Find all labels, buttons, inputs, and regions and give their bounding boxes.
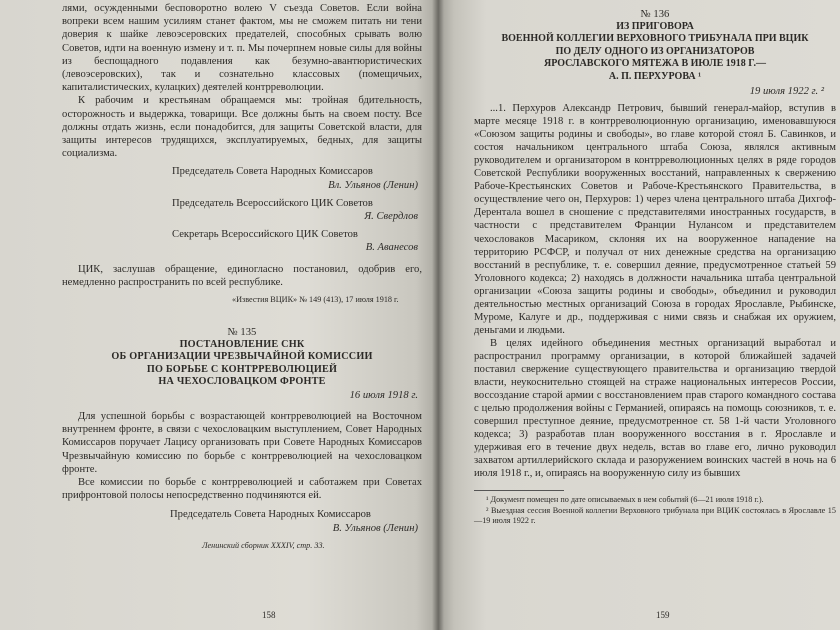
source-citation: «Известия ВЦИК» № 149 (413), 17 июля 1918 г. <box>232 295 399 305</box>
signature-lenin <box>62 165 422 191</box>
doc136-body-1: ...1. Перхуров Александр Петрович, бывший генерал-майор, вступив в марте месяце 1918 г. в контрреволюционную организацию, именовавшуюся «Союзом защиты родины и свободы», во главе которой стоял Б. Савинков, и состоя начальником центрального штаба Союза, являлся активным руководителем и организатором в контрреволюционных целях в ряде городов Советской Республики вооруженных восстаний, направленных к свержению Рабоче-Крестьянских Советов и Рабоче-Крестьянского Правительства, в осуществление чего он, Перхуров: 1) через члена центрального штаба Дихгоф-Дерентала вошел в сношение с представителями иностранных государств, в частности с представителем Франции Нулансом и представителем чехословаков Масариком, склоняя их на вооруженное нападение на территорию РСФСР, и получал от них денежные средства на организацию восстаний в республике, т. е. совершил деяние, предусмотренное статьей 59 Уголовного кодекса; 2) находясь в должности начальника штаба центральной организации «Союза защиты родины и свободы», объединил и руководил деятельностью местных организаций Союза в городах Ярославле, Рыбинске, Муроме, Калуге и др., поддерживая с ними связь и снабжая их оружием, деньгами и людьми. <box>474 103 836 336</box>
document-heading <box>474 21 836 83</box>
left-second-paragraph: К рабочим и крестьянам обращаемся мы: тройная бдительность, осторожность и выдержка, товарищи. Все должны быть на своем посту. Все должны отдать жизнь, если понадобится, для защиты Советской власти, для защиты интересов трудящихся, эксплуатируемых, бедных, для защиты социализма. <box>62 95 422 160</box>
page-number: 159 <box>656 610 670 620</box>
doc135-source: Ленинский сборник XXXIV, стр. 33. <box>202 540 325 550</box>
signature-sverdlov <box>62 197 422 223</box>
heading-line: ИЗ ПРИГОВОРА <box>616 21 694 32</box>
document-heading <box>62 339 422 389</box>
doc136-body-2: В целях идейного объединения местных организаций выработал и распространил программу организации, в которой ближайшей задачей поставил свержение существующего правительства и организацию твердой власти, неукоснительно стоящей на страже национальных интересов России, воссоздание старой армии с восстановлением прав старого командного состава с целью продолжения войны с Германией, опираясь на помощь союзников, т. е. совершил преступное деяние, предусмотренное ст. 58 1-й части Уголовного кодекса; 3) разработав план вооруженного восстания в г. Ярославле и удерживая его в течение двух недель, встав во главе его, лично руководил захватом артиллерийского склада и разоружением воинских частей в ночь на 6 июля 1918 г., и, опираясь на вооруженную силу из бывших <box>474 337 836 480</box>
signature-name: Я. Свердлов <box>364 211 418 223</box>
left-top-paragraph: лями, осужденными бесповоротно волею V съезда Советов. Если война вопреки всем нашим усилиям станет фактом, мы не сможем питать ни тени доверия к шайке левоэсеровских предателей, способных срывать волю Советов, идти на военную измену и т. п. Мы почерпнем новые силы для войны из беспощадного подавления как безумно-авантюристических (левоэсеровских), так и сознательно классовых (помещичьих, капиталистических, кулацких) деятелей контрреволюции. <box>62 3 422 94</box>
footnotes <box>474 495 836 527</box>
signature-title: Председатель Совета Народных Комиссаров <box>172 166 373 178</box>
heading-line: ОБ ОРГАНИЗАЦИИ ЧРЕЗВЫЧАЙНОЙ КОМИССИИ <box>111 351 373 363</box>
signature-name: В. Ульянов (Ленин) <box>332 522 418 534</box>
heading-line: ЯРОСЛАВСКОГО МЯТЕЖА В ИЮЛЕ 1918 Г.— <box>543 58 767 70</box>
signature-name: В. Аванесов <box>365 242 418 254</box>
heading-line: ВОЕННОЙ КОЛЛЕГИИ ВЕРХОВНОГО ТРИБУНАЛА ПРИ ВЦИК <box>501 33 809 45</box>
signature-title: Председатель Всероссийского ЦИК Советов <box>172 197 373 209</box>
signature-avanesov <box>62 228 422 254</box>
document-number: № 136 <box>640 9 670 20</box>
doc135-body-2: Все комиссии по борьбе с контрреволюцией и саботажем при Советах прифронтовой полосы непосредственно подчиняются ей. <box>62 476 422 502</box>
document-date: 19 июля 1922 г. ² <box>749 86 824 98</box>
heading-line: НА ЧЕХОСЛОВАЦКОМ ФРОНТЕ <box>158 376 326 388</box>
doc135-signature <box>62 508 422 534</box>
signature-title: Председатель Совета Народных Комиссаров <box>170 509 371 521</box>
left-closing-paragraph: ЦИК, заслушав обращение, единогласно постановил, одобрив его, немедленно распространить по всей республике. <box>62 263 422 288</box>
page-number: 158 <box>262 610 276 620</box>
heading-line: ПО БОРЬБЕ С КОНТРРЕВОЛЮЦИЕЙ <box>146 363 338 375</box>
footnote-divider <box>474 490 564 491</box>
heading-line: А. П. ПЕРХУРОВА ¹ <box>608 70 702 82</box>
heading-line: ПОСТАНОВЛЕНИЕ СНК <box>179 338 305 350</box>
footnote-1: ¹ Документ помещен по дате описываемых в нем событий (6—21 июля 1918 г.). <box>486 495 764 505</box>
signature-name: Вл. Ульянов (Ленин) <box>328 179 418 191</box>
signature-title: Секретарь Всероссийского ЦИК Советов <box>172 229 358 241</box>
doc135-body-1: Для успешной борьбы с возрастающей контрреволюцией на Восточном внутреннем фронте, в связи с чехословацким выступлением, Совет Народных Комиссаров поручает Лацису организовать при Совете Народных Комиссаров Чрезвычайную комиссию по борьбе с контрреволюцией на чехословацком фронте. <box>62 410 422 475</box>
document-number: № 135 <box>227 326 257 338</box>
document-date: 16 июля 1918 г. <box>349 389 418 401</box>
book-gutter <box>432 0 444 630</box>
heading-line: ПО ДЕЛУ ОДНОГО ИЗ ОРГАНИЗАТОРОВ <box>555 45 755 57</box>
footnote-2: ² Выездная сессия Военной коллегии Верховного трибунала при ВЦИК состоялась в Ярославле 15—19 июля 1922 г. <box>474 505 836 526</box>
right-page <box>438 0 840 630</box>
